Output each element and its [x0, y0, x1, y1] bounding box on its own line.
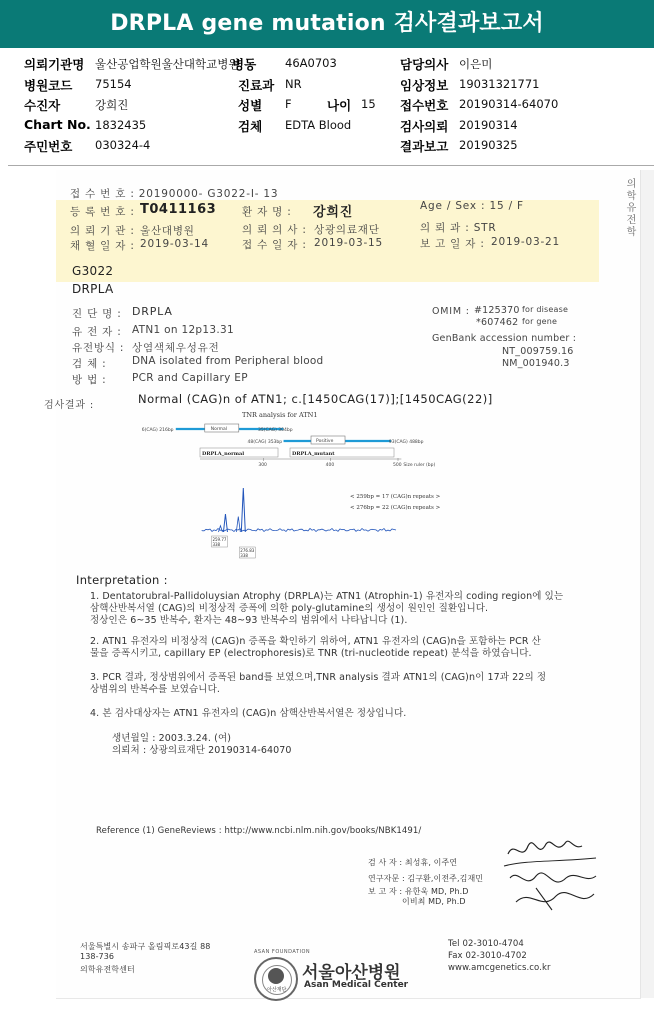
reporter-2: 이비최 MD, Ph.D: [402, 897, 466, 906]
accept-number: 접 수 번 호 : 20190000- G3022-I- 13: [70, 188, 279, 200]
result-label: 검사결과 :: [44, 400, 94, 411]
ward-value: 46A0703: [285, 56, 337, 70]
omim-gene-tag: for gene: [522, 317, 558, 326]
req-inst-label: 의 뢰 기 관 :: [70, 225, 135, 237]
header-divider: [8, 165, 654, 166]
address-2: 138-736: [80, 952, 115, 961]
request-value: 20190314: [459, 118, 518, 132]
report-date-value: 2019-03-21: [491, 236, 561, 248]
seal-text: ASAN FOUNDATION: [254, 949, 311, 955]
interp-1c: 정상인은 6~35 반복수, 환자는 48~93 반복수의 범위에서 나타납니다 (1).: [90, 615, 408, 626]
scale-label: Size ruler (bp): [403, 463, 436, 468]
inherit-label: 유전방식 :: [72, 342, 125, 354]
normal-right-label: 35(CAG) 304bp: [258, 428, 293, 433]
report-date-label: 보 고 일 자 :: [420, 238, 485, 250]
scale-tick-label-300: 300: [258, 463, 267, 468]
scanned-report: [44, 170, 641, 999]
id-value: 030324-4: [95, 138, 151, 152]
signature: [496, 832, 606, 922]
report-value: 20190325: [459, 138, 518, 152]
scale-tick-label-400: 400: [325, 463, 335, 468]
recv-date-value: 2019-03-15: [314, 237, 384, 249]
chart-label: Chart No.: [24, 117, 91, 132]
mutant-left-label: 48(CAG) 353bp: [247, 440, 283, 445]
reporter-1: 보 고 자 : 유한욱 MD, Ph.D: [368, 887, 469, 896]
doctor-label: 담당의사: [400, 57, 449, 72]
age-label: 나이: [327, 98, 352, 113]
doctor-value: 이은미: [459, 57, 493, 71]
dept-value: NR: [285, 77, 302, 91]
report-label: 결과보고: [400, 139, 449, 154]
req-doc-value: 상광의료재단: [314, 224, 380, 236]
birth-line: 생년월일 : 2003.3.24. (여): [112, 733, 232, 744]
annotation-2: < 276bp = 22 (CAG)n repeats >: [350, 505, 441, 511]
sex-value: F: [285, 97, 292, 111]
omim-disease: #125370: [474, 305, 520, 316]
stutter-peak-259: [218, 526, 222, 532]
ward-label: 병동: [232, 57, 257, 72]
test-code: G3022: [72, 264, 114, 278]
recv-date-label: 접 수 일 자 :: [242, 239, 307, 251]
interp-2b: 물을 증폭시키고, capillary EP (electrophoresis)로 TNR (tri-nucleotide repeat) 분석을 하였습니다.: [90, 648, 532, 659]
page-edge: [640, 170, 654, 998]
peak-label-height-259: 338: [212, 542, 221, 547]
method-value: PCR and Capillary EP: [132, 372, 248, 384]
req-doc-label: 의 뢰 의 사 :: [242, 224, 307, 236]
draw-date-label: 채 혈 일 자 :: [70, 240, 135, 252]
chart-value: 1832435: [95, 118, 147, 132]
fax: Fax 02-3010-4702: [448, 951, 527, 961]
id-label: 주민번호: [24, 139, 73, 154]
peak-label-height-276: 338: [240, 553, 248, 558]
omim-gene: *607462: [476, 317, 519, 328]
hospital-value: 울산공업학원울산대학교병원: [95, 57, 240, 71]
normal-box-label: Normal: [210, 427, 228, 432]
specimen-value: EDTA Blood: [285, 118, 352, 132]
interp-3b: 상범위의 반복수를 보였습니다.: [90, 684, 220, 695]
test-name: DRPLA: [72, 282, 114, 296]
patient-value: 강희진: [95, 98, 129, 112]
omim-label: OMIM :: [432, 306, 470, 317]
reference: Reference (1) GeneReviews : http://www.ncbi.nlm.nih.gov/books/NBK1491/: [96, 826, 422, 836]
genbank-2: NM_001940.3: [502, 358, 570, 369]
request-label: 검사의뢰: [400, 119, 449, 134]
code-label: 병원코드: [24, 78, 73, 93]
receipt-label: 접수번호: [400, 98, 449, 113]
normal-left-label: 6(CAG) 216bp: [141, 428, 174, 433]
tnr-analysis-chart: [56, 170, 640, 590]
asan-foundation-seal: [254, 949, 311, 1001]
diag-value: DRPLA: [132, 305, 173, 318]
peak-259: [223, 514, 227, 532]
mutant-box-label: Positive: [316, 439, 334, 444]
inherit-value: 상염색체우성유전: [132, 342, 220, 354]
mutant-right-label: 93(CAG) 488bp: [388, 440, 424, 445]
draw-date-value: 2019-03-14: [140, 238, 210, 250]
peak-label-size-276: 276.83: [240, 548, 255, 553]
specimen-value: DNA isolated from Peripheral blood: [132, 355, 324, 367]
reg-no-label: 등 록 번 호 :: [70, 206, 135, 218]
interpretation-title: Interpretation :: [76, 573, 168, 587]
interp-3a: 3. PCR 결과, 정상범위에서 증폭된 band를 보였으며,TNR analysis 결과 ATN1의 (CAG)n이 17과 22의 정: [90, 672, 547, 683]
diag-label: 진 단 명 :: [72, 308, 122, 320]
receipt-value: 20190314-64070: [459, 97, 559, 111]
examiner: 검 사 자 : 최성휴, 이주연: [368, 858, 458, 867]
baseline-trace: [202, 529, 396, 532]
code-value: 75154: [95, 77, 132, 91]
interp-1a: 1. Dentatorubral-Pallidoluysian Atrophy (DRPLA)는 ATN1 (Atrophin-1) 유전자의 coding region에 있는: [90, 591, 564, 602]
scale-tick-label-500: 500: [393, 463, 402, 468]
tel: Tel 02-3010-4704: [448, 939, 524, 949]
dept-label: 진료과: [238, 78, 275, 93]
specimen-label: 검체: [238, 119, 263, 134]
clinical-value: 19031321771: [459, 77, 540, 91]
interp-2a: 2. ATN1 유전자의 비정상적 (CAG)n 증폭을 확인하기 위하여, ATN1 유전자의 (CAG)n을 포함하는 PCR 산: [90, 636, 541, 647]
genbank-label: GenBank accession number :: [432, 333, 577, 344]
report-title: DRPLA gene mutation 검사결과보고서: [0, 0, 654, 48]
reg-no-value: T0411163: [140, 202, 217, 217]
genbank-1: NT_009759.16: [502, 346, 574, 357]
interp-4: 4. 본 검사대상자는 ATN1 유전자의 (CAG)n 삼핵산반복서열은 정상입니다.: [90, 708, 407, 719]
specimen-label: 검 체 :: [72, 358, 107, 370]
dept-side-label: 의학유전학: [624, 178, 635, 238]
omim-disease-tag: for disease: [522, 305, 569, 314]
hospital-name-en: Asan Medical Center: [304, 980, 409, 990]
web: www.amcgenetics.co.kr: [448, 963, 551, 973]
address-1: 서울특별시 송파구 올림픽로43길 88: [80, 942, 211, 951]
researcher: 연구자문 : 김구환,이전주,김재민: [368, 874, 484, 883]
annotation-1: < 259bp = 17 (CAG)n repeats >: [350, 494, 441, 500]
hospital-name-ko: 서울아산병원: [302, 963, 401, 983]
requester-line: 의뢰처 : 상광의료재단 20190314-64070: [112, 745, 292, 756]
age-value: 15: [361, 97, 376, 111]
address-3: 의학유전학센터: [80, 965, 135, 974]
peak-276: [241, 488, 245, 532]
patient-label: 수진자: [24, 98, 61, 113]
gene-label: 유 전 자 :: [72, 326, 122, 338]
patient-name-label: 환 자 명 :: [242, 206, 292, 218]
clinical-label: 임상정보: [400, 78, 449, 93]
result-value: Normal (CAG)n of ATN1; c.[1450CAG(17)];[1450CAG(22)]: [138, 392, 493, 406]
req-inst-value: 울산대병원: [140, 225, 195, 237]
patient-name-value: 강희진: [313, 205, 354, 220]
sex-label: 성별: [238, 98, 263, 113]
normal-name: DRPLA_normal: [202, 451, 245, 457]
age-sex: Age / Sex : 15 / F: [420, 200, 524, 212]
seal-sub: 아산재단: [267, 987, 287, 993]
gene-value: ATN1 on 12p13.31: [132, 324, 234, 336]
mutant-name: DRPLA_mutant: [292, 451, 335, 457]
req-dept: 의 뢰 과 : STR: [420, 222, 497, 234]
peak-label-size-259: 259.77: [212, 537, 227, 542]
interp-1b: 삼핵산반복서열 (CAG)의 비정상적 증폭에 의한 poly-glutamine의 생성이 원인인 질환입니다.: [90, 603, 489, 614]
hospital-label: 의뢰기관명: [24, 57, 85, 72]
diagram-title: TNR analysis for ATN1: [242, 411, 318, 419]
method-label: 방 법 :: [72, 374, 107, 386]
